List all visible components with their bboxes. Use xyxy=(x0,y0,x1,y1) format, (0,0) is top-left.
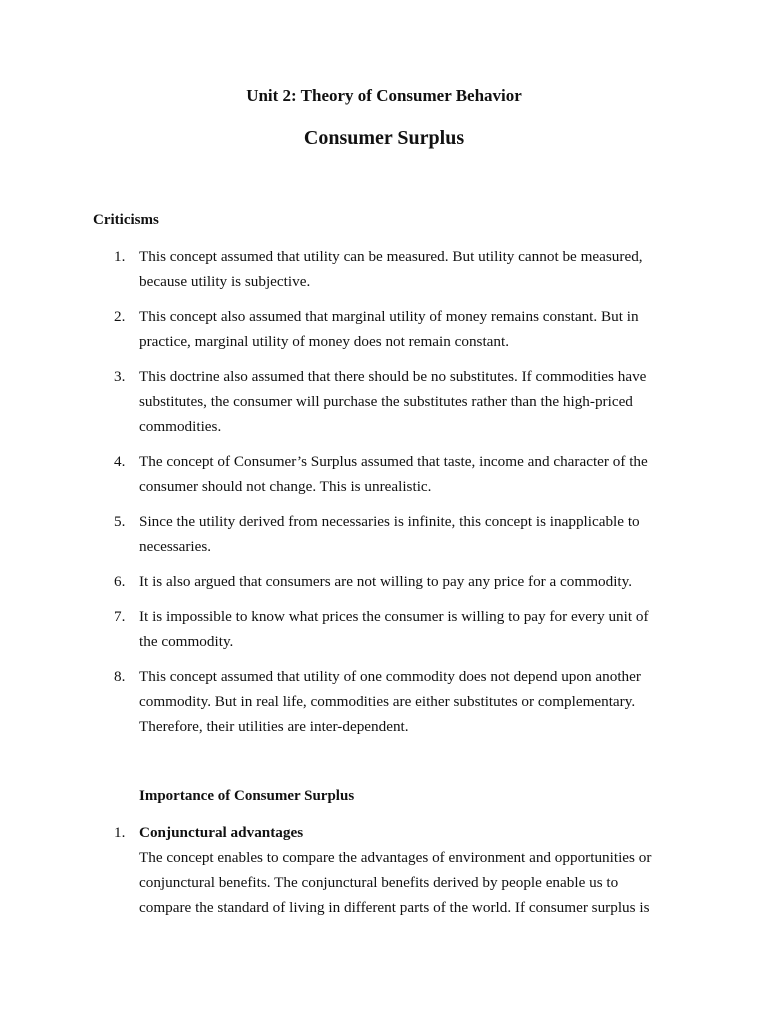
list-item xyxy=(0,244,768,294)
importance-list xyxy=(0,820,768,920)
list-item xyxy=(0,569,768,594)
importance-heading: Importance of Consumer Surplus xyxy=(139,788,355,804)
list-item xyxy=(0,449,768,499)
item-text: Since the utility derived from necessaries is infinite, this concept is inapplicable to necessaries. xyxy=(139,513,640,555)
page-title: Consumer Surplus xyxy=(303,127,465,149)
item-number: 1. xyxy=(114,248,126,265)
list-item xyxy=(0,509,768,559)
list-item xyxy=(0,304,768,354)
item-number: 3. xyxy=(114,368,126,385)
item-text: The concept of Consumer’s Surplus assumed that taste, income and character of the consumer should not change. This is unrealistic. xyxy=(139,453,648,495)
item-number: 2. xyxy=(114,308,126,325)
item-title: Conjunctural advantages xyxy=(139,824,304,841)
item-number: 7. xyxy=(114,608,126,625)
item-text: This concept assumed that utility can be measured. But utility cannot be measured, because utility is subjective. xyxy=(139,248,643,290)
item-number: 6. xyxy=(114,573,126,590)
item-number: 5. xyxy=(114,513,126,530)
item-text: The concept enables to compare the advantages of environment and opportunities or conjunctural benefits. The conjunctural benefits derived by people enable us to compare the standard of living in different parts of the world. If consumer surplus is xyxy=(139,849,652,916)
item-text: It is also argued that consumers are not willing to pay any price for a commodity. xyxy=(139,573,633,590)
item-text: This concept assumed that utility of one commodity does not depend upon another commodity. But in real life, commodities are either substitutes or complementary. Therefore, their utilities are inter-dependent. xyxy=(139,668,641,735)
list-item xyxy=(0,820,768,920)
list-item xyxy=(0,664,768,739)
unit-title: Unit 2: Theory of Consumer Behavior xyxy=(246,86,522,105)
criticisms-heading: Criticisms xyxy=(93,212,159,228)
item-number: 1. xyxy=(114,824,126,841)
list-item xyxy=(0,604,768,654)
item-number: 8. xyxy=(114,668,126,685)
criticisms-list xyxy=(0,244,768,749)
item-text: This concept also assumed that marginal utility of money remains constant. But in practice, marginal utility of money does not remain constant. xyxy=(139,308,639,350)
item-text: It is impossible to know what prices the consumer is willing to pay for every unit of the commodity. xyxy=(139,608,649,650)
item-number: 4. xyxy=(114,453,126,470)
list-item xyxy=(0,364,768,439)
item-text: This doctrine also assumed that there should be no substitutes. If commodities have substitutes, the consumer will purchase the substitutes rather than the high-priced commodities. xyxy=(139,368,647,435)
